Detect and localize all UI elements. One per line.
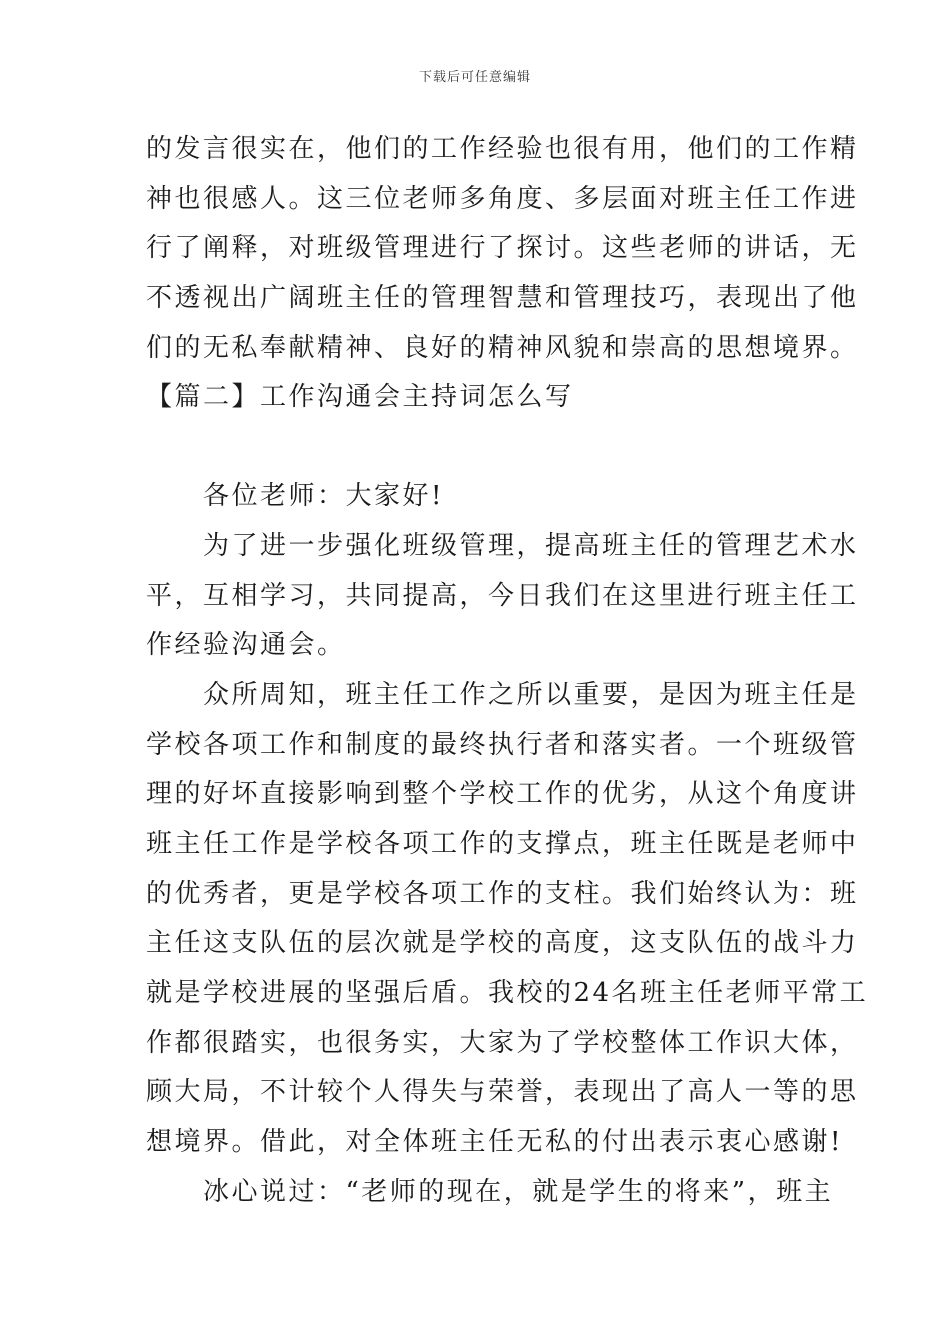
text-line: 的发言很实在，他们的工作经验也很有用，他们的工作精 [146,134,859,164]
text-line: 行了阐释，对班级管理进行了探讨。这些老师的讲话，无 [146,233,859,263]
text-line: 平，互相学习，共同提高，今日我们在这里进行班主任工 [146,581,859,611]
text-line: 就是学校进展的坚强后盾。我校的24名班主任老师平常工 [146,978,869,1008]
text-line: 们的无私奉献精神、良好的精神风貌和崇高的思想境界。 [146,333,859,363]
text-line: 想境界。借此，对全体班主任无私的付出表示衷心感谢! [146,1127,843,1157]
text-line: 学校各项工作和制度的最终执行者和落实者。一个班级管 [146,730,859,760]
text-line: 众所周知，班主任工作之所以重要，是因为班主任是 [146,680,859,710]
text-line: 作经验沟通会。 [146,630,346,660]
text-line: 为了进一步强化班级管理，提高班主任的管理艺术水 [146,531,859,561]
page-header: 下载后可任意编辑 [418,70,531,85]
text-line: 主任这支队伍的层次就是学校的高度，这支队伍的战斗力 [146,928,859,958]
text-line: 班主任工作是学校各项工作的支撑点，班主任既是老师中 [146,829,859,859]
text-line: 理的好坏直接影响到整个学校工作的优劣，从这个角度讲 [146,779,859,809]
text-line: 的优秀者，更是学校各项工作的支柱。我们始终认为：班 [146,879,859,909]
text-line: 作都很踏实，也很务实，大家为了学校整体工作识大体， [146,1028,859,1058]
text-line: 神也很感人。这三位老师多角度、多层面对班主任工作进 [146,184,859,214]
section-heading: 【篇二】工作沟通会主持词怎么写 [146,382,574,412]
text-line: 冰心说过：“老师的现在，就是学生的将来”，班主 [146,1177,834,1207]
text-line: 不透视出广阔班主任的管理智慧和管理技巧，表现出了他 [146,283,859,313]
salutation: 各位老师：大家好! [146,481,444,511]
text-line: 顾大局，不计较个人得失与荣誉，表现出了高人一等的思 [146,1077,859,1107]
